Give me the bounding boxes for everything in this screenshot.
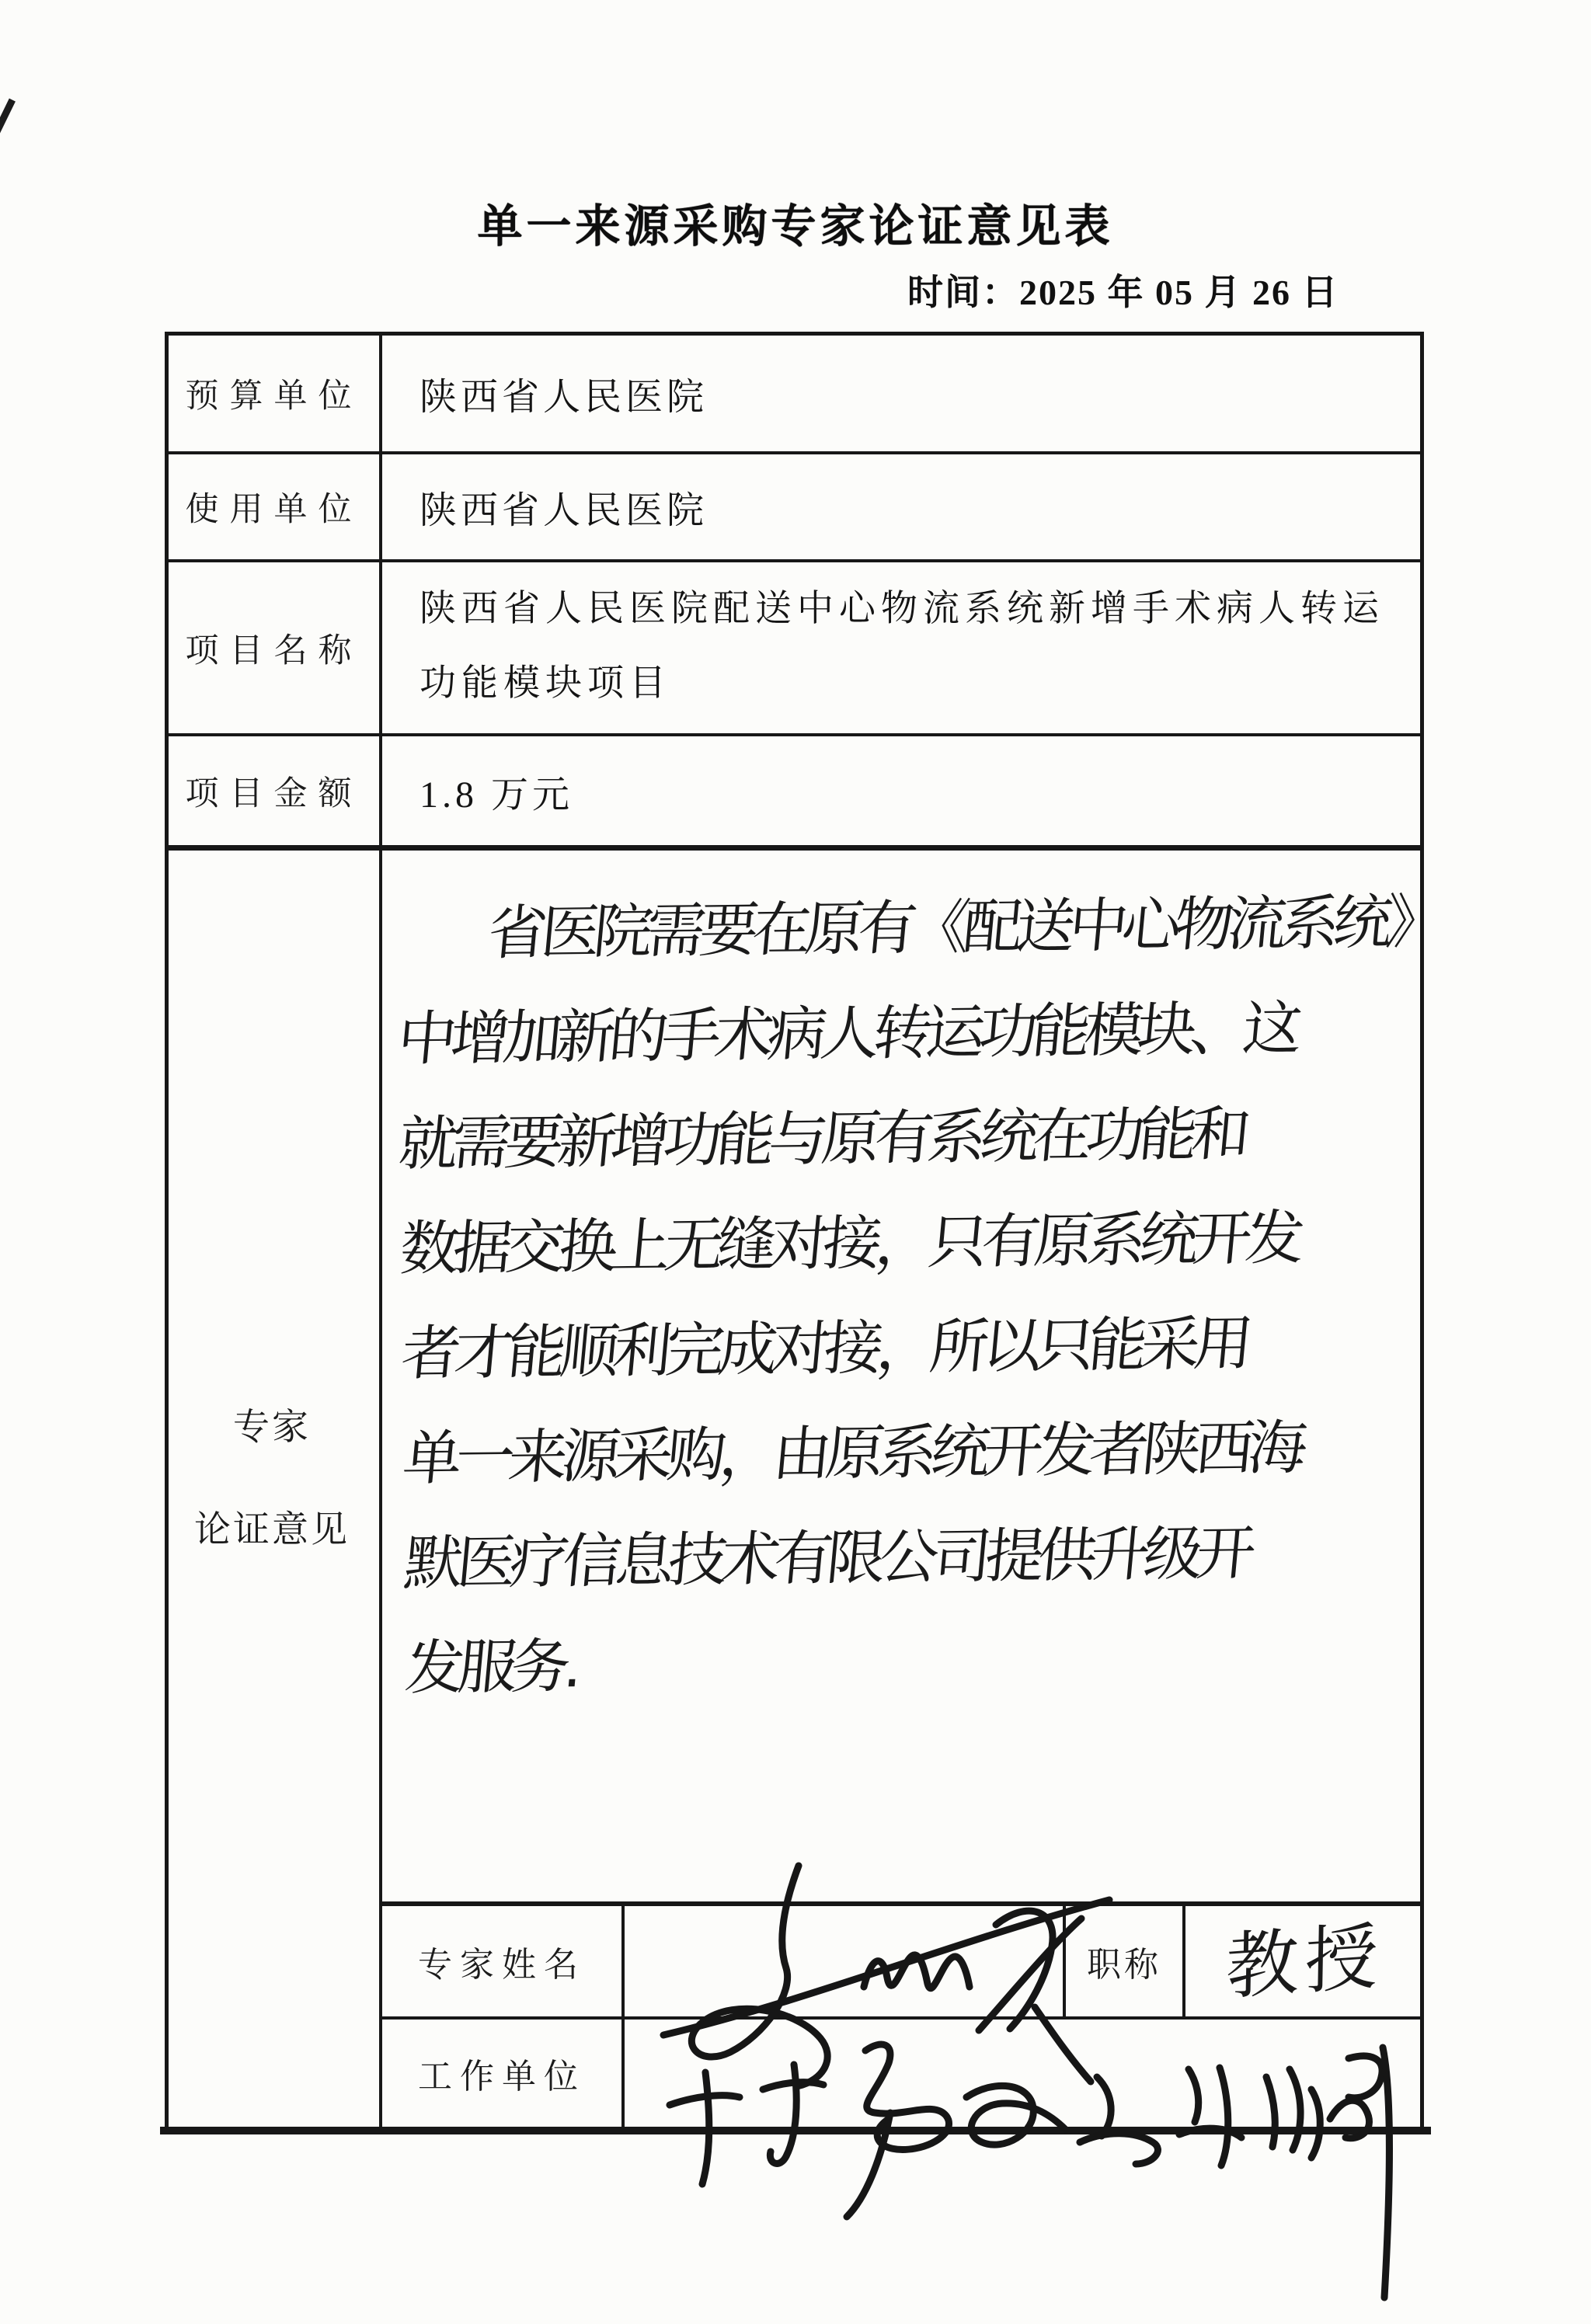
opinion-line: 者才能顺利完成对接，所以只能采用 [399, 1308, 1251, 1388]
grid-hline [165, 845, 1424, 851]
page-title: 单一来源采购专家论证意见表 [477, 201, 1114, 252]
budget-unit-value: 陕西省人民医院 [420, 377, 708, 418]
expert-title-label: 职称 [1087, 1946, 1161, 1984]
project-name-label: 项目名称 [185, 632, 363, 670]
work-unit-signature [646, 2024, 1408, 2312]
project-name-value: 陕西省人民医院配送中心物流系统新增手术病人转运功能模块项目 [420, 589, 1384, 704]
using-unit-label: 使用单位 [185, 492, 363, 528]
grid-vline-label-divider [379, 332, 382, 2131]
project-amount-value: 1.8 万元 [420, 774, 574, 816]
work-unit-label: 工作单位 [418, 2058, 586, 2096]
date-line: 时间：2025 年 05 月 26 日 [907, 273, 1339, 312]
opinion-line: 数据交换上无缝对接，只有原系统开发 [397, 1202, 1302, 1283]
expert-opinion-label-line1: 专家 [233, 1407, 311, 1448]
opinion-line: 单一来源采购，由原系统开发者陕西海 [399, 1412, 1304, 1493]
opinion-line: 默医疗信息技术有限公司提供升级开 [401, 1518, 1253, 1598]
expert-name-label: 专家姓名 [418, 1946, 586, 1984]
opinion-line: 发服务. [402, 1631, 580, 1703]
opinion-line: 省医院需要在原有《配送中心物流系统》 [485, 886, 1443, 968]
using-unit-value: 陕西省人民医院 [420, 490, 708, 531]
expert-opinion-label-line2: 论证意见 [194, 1510, 350, 1550]
expert-opinion-handwriting [390, 875, 1443, 1726]
expert-title-handwritten-value: 教授 [1225, 1914, 1385, 2010]
opinion-line: 就需要新增功能与原有系统在功能和 [395, 1098, 1248, 1178]
grid-vline [621, 1901, 625, 2127]
budget-unit-label: 预算单位 [185, 378, 363, 415]
grid-vline [1182, 1901, 1185, 2020]
scan-artifact-mark [0, 99, 16, 138]
project-amount-label: 项目金额 [185, 775, 363, 812]
opinion-line: 中增加新的手术病人转运功能模块、这 [395, 993, 1300, 1073]
